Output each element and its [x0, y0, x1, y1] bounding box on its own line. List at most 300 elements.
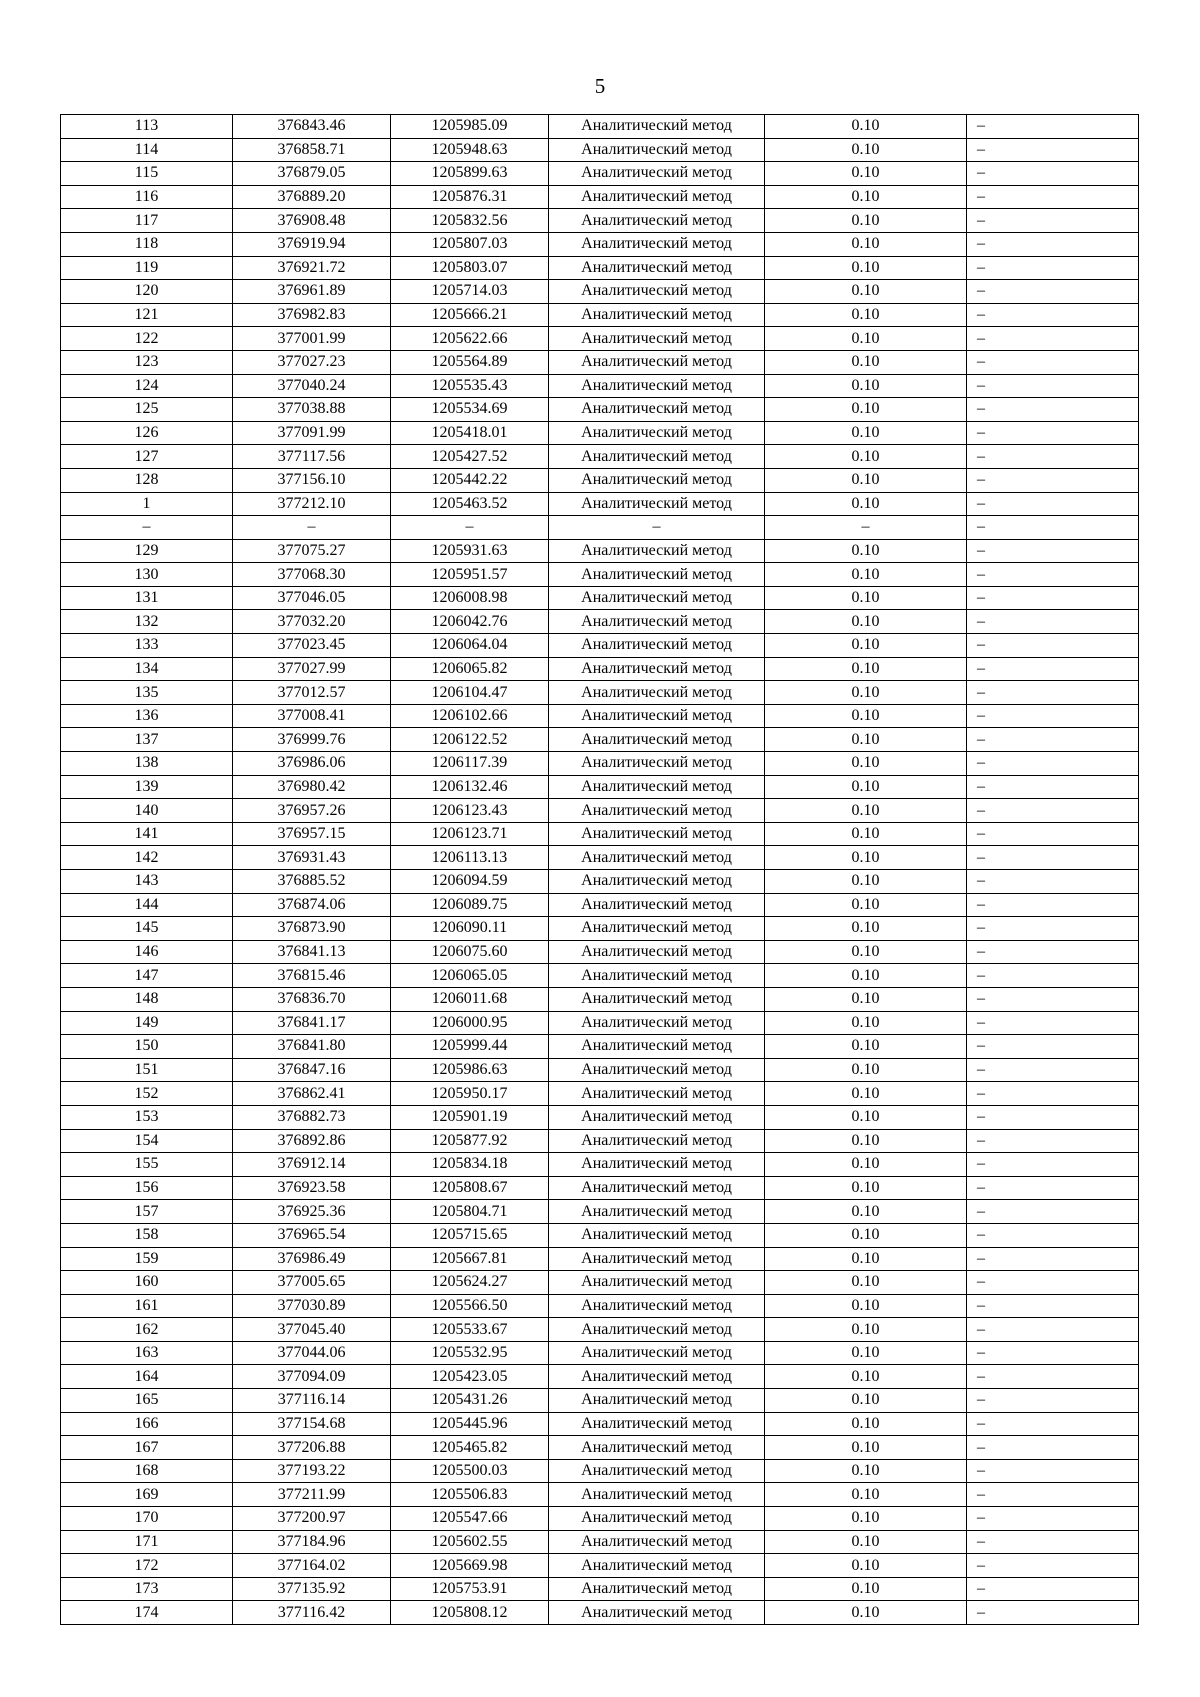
x-coordinate-cell: 376858.71	[233, 138, 391, 162]
note-cell: –	[967, 1176, 1139, 1200]
point-number-cell: 171	[61, 1530, 233, 1554]
accuracy-cell: 0.10	[765, 1601, 967, 1625]
note-cell: –	[967, 964, 1139, 988]
y-coordinate-cell: 1205834.18	[391, 1153, 549, 1177]
method-cell: Аналитический метод	[549, 1105, 765, 1129]
method-cell: Аналитический метод	[549, 563, 765, 587]
y-coordinate-cell: 1205985.09	[391, 115, 549, 139]
method-cell: Аналитический метод	[549, 185, 765, 209]
note-cell: –	[967, 185, 1139, 209]
y-coordinate-cell: 1205564.89	[391, 350, 549, 374]
table-row	[61, 256, 1139, 280]
note-cell: –	[967, 563, 1139, 587]
y-coordinate-cell: 1205899.63	[391, 162, 549, 186]
method-cell: Аналитический метод	[549, 350, 765, 374]
method-cell: Аналитический метод	[549, 846, 765, 870]
accuracy-cell: 0.10	[765, 1507, 967, 1531]
accuracy-cell: 0.10	[765, 1082, 967, 1106]
accuracy-cell: 0.10	[765, 1200, 967, 1224]
x-coordinate-cell: 377046.05	[233, 586, 391, 610]
point-number-cell: 126	[61, 421, 233, 445]
y-coordinate-cell: 1205602.55	[391, 1530, 549, 1554]
method-cell: Аналитический метод	[549, 1200, 765, 1224]
accuracy-cell: 0.10	[765, 1011, 967, 1035]
y-coordinate-cell: 1205534.69	[391, 398, 549, 422]
x-coordinate-cell: 376986.49	[233, 1247, 391, 1271]
table-row	[61, 209, 1139, 233]
accuracy-cell: 0.10	[765, 539, 967, 563]
point-number-cell: 155	[61, 1153, 233, 1177]
accuracy-cell: 0.10	[765, 232, 967, 256]
table-row	[61, 846, 1139, 870]
method-cell: Аналитический метод	[549, 421, 765, 445]
method-cell: Аналитический метод	[549, 445, 765, 469]
accuracy-cell: 0.10	[765, 138, 967, 162]
x-coordinate-cell: 376925.36	[233, 1200, 391, 1224]
method-cell: Аналитический метод	[549, 468, 765, 492]
point-number-cell: 147	[61, 964, 233, 988]
method-cell: Аналитический метод	[549, 1318, 765, 1342]
method-cell: Аналитический метод	[549, 987, 765, 1011]
x-coordinate-cell: 377030.89	[233, 1294, 391, 1318]
table-row	[61, 1483, 1139, 1507]
note-cell: –	[967, 1200, 1139, 1224]
note-cell: –	[967, 822, 1139, 846]
note-cell: –	[967, 1294, 1139, 1318]
method-cell: –	[549, 516, 765, 540]
accuracy-cell: 0.10	[765, 1389, 967, 1413]
table-row	[61, 1058, 1139, 1082]
note-cell: –	[967, 1035, 1139, 1059]
table-row	[61, 917, 1139, 941]
point-number-cell: 132	[61, 610, 233, 634]
accuracy-cell: 0.10	[765, 374, 967, 398]
method-cell: Аналитический метод	[549, 1530, 765, 1554]
x-coordinate-cell: 376986.06	[233, 752, 391, 776]
method-cell: Аналитический метод	[549, 1459, 765, 1483]
y-coordinate-cell: 1205808.67	[391, 1176, 549, 1200]
point-number-cell: 174	[61, 1601, 233, 1625]
point-number-cell: 149	[61, 1011, 233, 1035]
table-row	[61, 138, 1139, 162]
note-cell: –	[967, 1483, 1139, 1507]
accuracy-cell: 0.10	[765, 1365, 967, 1389]
method-cell: Аналитический метод	[549, 893, 765, 917]
method-cell: Аналитический метод	[549, 115, 765, 139]
y-coordinate-cell: 1205877.92	[391, 1129, 549, 1153]
note-cell: –	[967, 1436, 1139, 1460]
note-cell: –	[967, 1365, 1139, 1389]
accuracy-cell: 0.10	[765, 634, 967, 658]
table-row	[61, 1365, 1139, 1389]
point-number-cell: 163	[61, 1341, 233, 1365]
y-coordinate-cell: 1205999.44	[391, 1035, 549, 1059]
table-row	[61, 1436, 1139, 1460]
table-row	[61, 940, 1139, 964]
table-row	[61, 822, 1139, 846]
x-coordinate-cell: 376843.46	[233, 115, 391, 139]
x-coordinate-cell: 376892.86	[233, 1129, 391, 1153]
x-coordinate-cell: 377001.99	[233, 327, 391, 351]
method-cell: Аналитический метод	[549, 1436, 765, 1460]
y-coordinate-cell: 1206011.68	[391, 987, 549, 1011]
method-cell: Аналитический метод	[549, 704, 765, 728]
accuracy-cell: 0.10	[765, 1530, 967, 1554]
table-row	[61, 657, 1139, 681]
accuracy-cell: 0.10	[765, 421, 967, 445]
method-cell: Аналитический метод	[549, 1247, 765, 1271]
x-coordinate-cell: 377193.22	[233, 1459, 391, 1483]
point-number-cell: 156	[61, 1176, 233, 1200]
note-cell: –	[967, 987, 1139, 1011]
table-row	[61, 1035, 1139, 1059]
point-number-cell: 131	[61, 586, 233, 610]
method-cell: Аналитический метод	[549, 327, 765, 351]
point-number-cell: 124	[61, 374, 233, 398]
y-coordinate-cell: 1205624.27	[391, 1271, 549, 1295]
accuracy-cell: 0.10	[765, 1577, 967, 1601]
point-number-cell: 162	[61, 1318, 233, 1342]
method-cell: Аналитический метод	[549, 1271, 765, 1295]
y-coordinate-cell: 1206132.46	[391, 775, 549, 799]
x-coordinate-cell: 376873.90	[233, 917, 391, 941]
method-cell: Аналитический метод	[549, 610, 765, 634]
point-number-cell: 123	[61, 350, 233, 374]
accuracy-cell: 0.10	[765, 1436, 967, 1460]
point-number-cell: 133	[61, 634, 233, 658]
table-row	[61, 1459, 1139, 1483]
table-row	[61, 1577, 1139, 1601]
note-cell: –	[967, 256, 1139, 280]
note-cell: –	[967, 1341, 1139, 1365]
note-cell: –	[967, 1129, 1139, 1153]
x-coordinate-cell: 376874.06	[233, 893, 391, 917]
x-coordinate-cell: 376965.54	[233, 1223, 391, 1247]
x-coordinate-cell: 377116.42	[233, 1601, 391, 1625]
note-cell: –	[967, 1153, 1139, 1177]
table-row	[61, 303, 1139, 327]
y-coordinate-cell: 1205427.52	[391, 445, 549, 469]
x-coordinate-cell: 376919.94	[233, 232, 391, 256]
accuracy-cell: 0.10	[765, 799, 967, 823]
x-coordinate-cell: 377027.23	[233, 350, 391, 374]
method-cell: Аналитический метод	[549, 138, 765, 162]
method-cell: Аналитический метод	[549, 917, 765, 941]
table-row	[61, 185, 1139, 209]
method-cell: Аналитический метод	[549, 1011, 765, 1035]
y-coordinate-cell: 1205442.22	[391, 468, 549, 492]
accuracy-cell: 0.10	[765, 987, 967, 1011]
point-number-cell: 127	[61, 445, 233, 469]
y-coordinate-cell: 1205547.66	[391, 1507, 549, 1531]
method-cell: Аналитический метод	[549, 256, 765, 280]
x-coordinate-cell: 376847.16	[233, 1058, 391, 1082]
y-coordinate-cell: 1205566.50	[391, 1294, 549, 1318]
point-number-cell: 139	[61, 775, 233, 799]
y-coordinate-cell: 1205876.31	[391, 185, 549, 209]
x-coordinate-cell: 377023.45	[233, 634, 391, 658]
y-coordinate-cell: 1205535.43	[391, 374, 549, 398]
x-coordinate-cell: 376980.42	[233, 775, 391, 799]
note-cell: –	[967, 232, 1139, 256]
method-cell: Аналитический метод	[549, 1058, 765, 1082]
method-cell: Аналитический метод	[549, 539, 765, 563]
y-coordinate-cell: 1206104.47	[391, 681, 549, 705]
y-coordinate-cell: 1205807.03	[391, 232, 549, 256]
y-coordinate-cell: 1206094.59	[391, 870, 549, 894]
y-coordinate-cell: 1205506.83	[391, 1483, 549, 1507]
y-coordinate-cell: 1205666.21	[391, 303, 549, 327]
y-coordinate-cell: 1205715.65	[391, 1223, 549, 1247]
y-coordinate-cell: 1206075.60	[391, 940, 549, 964]
y-coordinate-cell: 1205463.52	[391, 492, 549, 516]
method-cell: Аналитический метод	[549, 1389, 765, 1413]
point-number-cell: 153	[61, 1105, 233, 1129]
point-number-cell: 125	[61, 398, 233, 422]
point-number-cell: 143	[61, 870, 233, 894]
point-number-cell: 118	[61, 232, 233, 256]
x-coordinate-cell: 377040.24	[233, 374, 391, 398]
x-coordinate-cell: 377032.20	[233, 610, 391, 634]
note-cell: –	[967, 1389, 1139, 1413]
accuracy-cell: 0.10	[765, 940, 967, 964]
point-number-cell: 148	[61, 987, 233, 1011]
note-cell: –	[967, 280, 1139, 304]
accuracy-cell: 0.10	[765, 775, 967, 799]
method-cell: Аналитический метод	[549, 280, 765, 304]
point-number-cell: 136	[61, 704, 233, 728]
note-cell: –	[967, 445, 1139, 469]
x-coordinate-cell: 376982.83	[233, 303, 391, 327]
point-number-cell: 116	[61, 185, 233, 209]
method-cell: Аналитический метод	[549, 728, 765, 752]
table-row	[61, 1176, 1139, 1200]
note-cell: –	[967, 1412, 1139, 1436]
y-coordinate-cell: 1206122.52	[391, 728, 549, 752]
method-cell: Аналитический метод	[549, 1176, 765, 1200]
note-cell: –	[967, 115, 1139, 139]
page-number: 5	[594, 74, 606, 98]
accuracy-cell: 0.10	[765, 657, 967, 681]
x-coordinate-cell: 376999.76	[233, 728, 391, 752]
note-cell: –	[967, 374, 1139, 398]
y-coordinate-cell: 1206117.39	[391, 752, 549, 776]
y-coordinate-cell: 1205804.71	[391, 1200, 549, 1224]
y-coordinate-cell: 1205423.05	[391, 1365, 549, 1389]
note-cell: –	[967, 1530, 1139, 1554]
note-cell: –	[967, 917, 1139, 941]
table-row	[61, 1011, 1139, 1035]
point-number-cell: 152	[61, 1082, 233, 1106]
point-number-cell: 138	[61, 752, 233, 776]
table-row	[61, 1082, 1139, 1106]
method-cell: Аналитический метод	[549, 303, 765, 327]
method-cell: Аналитический метод	[549, 1153, 765, 1177]
y-coordinate-cell: 1206113.13	[391, 846, 549, 870]
table-row	[61, 1507, 1139, 1531]
point-number-cell: 144	[61, 893, 233, 917]
point-number-cell: 169	[61, 1483, 233, 1507]
x-coordinate-cell: 377135.92	[233, 1577, 391, 1601]
method-cell: Аналитический метод	[549, 799, 765, 823]
x-coordinate-cell: 377116.14	[233, 1389, 391, 1413]
x-coordinate-cell: 376841.13	[233, 940, 391, 964]
accuracy-cell: 0.10	[765, 893, 967, 917]
table-row	[61, 1601, 1139, 1625]
x-coordinate-cell: 376836.70	[233, 987, 391, 1011]
x-coordinate-cell: 376882.73	[233, 1105, 391, 1129]
method-cell: Аналитический метод	[549, 870, 765, 894]
accuracy-cell: 0.10	[765, 704, 967, 728]
accuracy-cell: 0.10	[765, 1247, 967, 1271]
x-coordinate-cell: 377117.56	[233, 445, 391, 469]
table-row	[61, 539, 1139, 563]
y-coordinate-cell: 1205931.63	[391, 539, 549, 563]
x-coordinate-cell: 376957.15	[233, 822, 391, 846]
y-coordinate-cell: 1206064.04	[391, 634, 549, 658]
accuracy-cell: 0.10	[765, 870, 967, 894]
point-number-cell: 117	[61, 209, 233, 233]
table-row	[61, 752, 1139, 776]
y-coordinate-cell: 1206065.05	[391, 964, 549, 988]
point-number-cell: 170	[61, 1507, 233, 1531]
accuracy-cell: 0.10	[765, 280, 967, 304]
accuracy-cell: 0.10	[765, 256, 967, 280]
y-coordinate-cell: 1205753.91	[391, 1577, 549, 1601]
table-row	[61, 1129, 1139, 1153]
method-cell: Аналитический метод	[549, 374, 765, 398]
note-cell: –	[967, 586, 1139, 610]
x-coordinate-cell: 377184.96	[233, 1530, 391, 1554]
note-cell: –	[967, 704, 1139, 728]
x-coordinate-cell: 377200.97	[233, 1507, 391, 1531]
method-cell: Аналитический метод	[549, 232, 765, 256]
x-coordinate-cell: 376815.46	[233, 964, 391, 988]
method-cell: Аналитический метод	[549, 822, 765, 846]
accuracy-cell: 0.10	[765, 1129, 967, 1153]
table-row	[61, 162, 1139, 186]
table-row	[61, 681, 1139, 705]
point-number-cell: 137	[61, 728, 233, 752]
accuracy-cell: 0.10	[765, 964, 967, 988]
note-cell: –	[967, 775, 1139, 799]
method-cell: Аналитический метод	[549, 1365, 765, 1389]
table-row	[61, 1554, 1139, 1578]
table-row	[61, 704, 1139, 728]
point-number-cell: 122	[61, 327, 233, 351]
table-row	[61, 964, 1139, 988]
note-cell: –	[967, 1247, 1139, 1271]
point-number-cell: 128	[61, 468, 233, 492]
y-coordinate-cell: 1205622.66	[391, 327, 549, 351]
x-coordinate-cell: 377045.40	[233, 1318, 391, 1342]
accuracy-cell: 0.10	[765, 846, 967, 870]
table-row	[61, 1412, 1139, 1436]
x-coordinate-cell: 376841.17	[233, 1011, 391, 1035]
table-row	[61, 374, 1139, 398]
table-row	[61, 1247, 1139, 1271]
accuracy-cell: 0.10	[765, 1341, 967, 1365]
accuracy-cell: 0.10	[765, 468, 967, 492]
x-coordinate-cell: 377154.68	[233, 1412, 391, 1436]
x-coordinate-cell: 377012.57	[233, 681, 391, 705]
x-coordinate-cell: 377211.99	[233, 1483, 391, 1507]
y-coordinate-cell: 1206123.71	[391, 822, 549, 846]
x-coordinate-cell: 377164.02	[233, 1554, 391, 1578]
y-coordinate-cell: 1205832.56	[391, 209, 549, 233]
method-cell: Аналитический метод	[549, 1577, 765, 1601]
x-coordinate-cell: 376841.80	[233, 1035, 391, 1059]
accuracy-cell: 0.10	[765, 681, 967, 705]
x-coordinate-cell: 376885.52	[233, 870, 391, 894]
note-cell: –	[967, 1459, 1139, 1483]
table-row	[61, 492, 1139, 516]
point-number-cell: 145	[61, 917, 233, 941]
note-cell: –	[967, 728, 1139, 752]
x-coordinate-cell: –	[233, 516, 391, 540]
point-number-cell: 114	[61, 138, 233, 162]
method-cell: Аналитический метод	[549, 586, 765, 610]
point-number-cell: 159	[61, 1247, 233, 1271]
note-cell: –	[967, 398, 1139, 422]
method-cell: Аналитический метод	[549, 162, 765, 186]
x-coordinate-cell: 377068.30	[233, 563, 391, 587]
note-cell: –	[967, 303, 1139, 327]
x-coordinate-cell: 376879.05	[233, 162, 391, 186]
accuracy-cell: 0.10	[765, 1223, 967, 1247]
x-coordinate-cell: 377027.99	[233, 657, 391, 681]
table-row	[61, 1153, 1139, 1177]
table-row	[61, 280, 1139, 304]
accuracy-cell: 0.10	[765, 1294, 967, 1318]
accuracy-cell: 0.10	[765, 1318, 967, 1342]
x-coordinate-cell: 376912.14	[233, 1153, 391, 1177]
y-coordinate-cell: 1205950.17	[391, 1082, 549, 1106]
x-coordinate-cell: 376931.43	[233, 846, 391, 870]
accuracy-cell: 0.10	[765, 350, 967, 374]
table-row	[61, 1530, 1139, 1554]
x-coordinate-cell: 376862.41	[233, 1082, 391, 1106]
note-cell: –	[967, 1507, 1139, 1531]
y-coordinate-cell: 1205986.63	[391, 1058, 549, 1082]
x-coordinate-cell: 377075.27	[233, 539, 391, 563]
accuracy-cell: 0.10	[765, 209, 967, 233]
table-row	[61, 1223, 1139, 1247]
method-cell: Аналитический метод	[549, 775, 765, 799]
y-coordinate-cell: 1206089.75	[391, 893, 549, 917]
table-row	[61, 1318, 1139, 1342]
method-cell: Аналитический метод	[549, 1483, 765, 1507]
table-row	[61, 1105, 1139, 1129]
y-coordinate-cell: 1205808.12	[391, 1601, 549, 1625]
note-cell: –	[967, 327, 1139, 351]
accuracy-cell: 0.10	[765, 1483, 967, 1507]
accuracy-cell: 0.10	[765, 115, 967, 139]
table-row	[61, 1271, 1139, 1295]
point-number-cell: 119	[61, 256, 233, 280]
accuracy-cell: 0.10	[765, 1412, 967, 1436]
method-cell: Аналитический метод	[549, 1035, 765, 1059]
note-cell: –	[967, 162, 1139, 186]
method-cell: Аналитический метод	[549, 1223, 765, 1247]
note-cell: –	[967, 468, 1139, 492]
table-row	[61, 1200, 1139, 1224]
point-number-cell: –	[61, 516, 233, 540]
accuracy-cell: 0.10	[765, 917, 967, 941]
y-coordinate-cell: 1205669.98	[391, 1554, 549, 1578]
table-row	[61, 893, 1139, 917]
y-coordinate-cell: 1205901.19	[391, 1105, 549, 1129]
